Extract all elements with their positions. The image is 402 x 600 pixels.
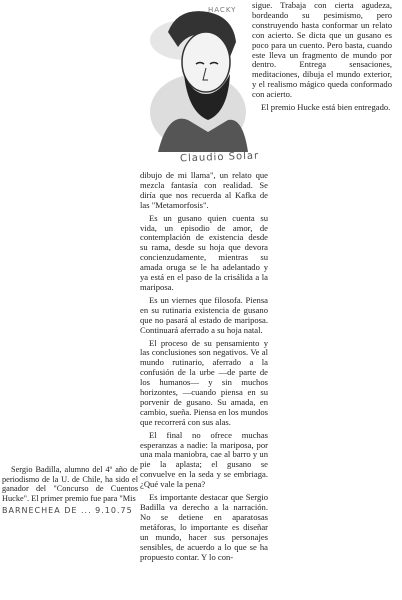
corner-mark: HACKY xyxy=(208,6,237,14)
article-column-right xyxy=(252,1,392,116)
paragraph: Es un gusano quien cuenta su vida, un episodio de amor, de contemplación de existencia desde su rama, desde su hoja que devora concienzudamente, mientras su amada oruga se le ha adelantado y ya está en el paso de la crisálida a la mariposa. xyxy=(140,212,268,292)
paragraph: sigue. Trabaja con cierta agudeza, bordeando su pesimismo, pero construyendo hasta conformar un relato con acierto. Se dicta que un gusano es poco para un cuento. Pero basta, cuando este lleva un fragmento de mundo por dentro. Entrega sensaciones, meditaciones, dibuja el mundo exterior, y el realismo mágico queda conformado con acierto. xyxy=(252,0,392,100)
paragraph: El premio Hucke está bien entregado. xyxy=(261,102,391,113)
author-portrait xyxy=(148,2,248,152)
paragraph: El final no ofrece muchas esperanzas a nadie: la mariposa, por una mala maniobra, cae al barro y un pie la aplasta; el gusano se convuelve en la seda y se embriaga. ¿Qué vale la pena? xyxy=(140,429,268,490)
article-column-left xyxy=(2,465,138,516)
paragraph: Es un viernes que filosofa. Piensa en su rutinaria existencia de gusano que no pasará al estado de mariposa. Continuará aferrado a su hoja natal. xyxy=(140,294,268,335)
paragraph: dibujo de mi llama", un relato que mezcla fantasía con realidad. Se diría que nos recuerda al Kafka de las "Metamorfosis". xyxy=(140,170,268,210)
paragraph: Sergio Badilla, alumno del 4º año de periodismo de la U. de Chile, ha sido el ganador del "Concurso de Cuentos Hucke". El primer premio fue para "Mis xyxy=(2,465,138,503)
paragraph: Es importante destacar que Sergio Badilla va derecho a la narración. No se detiene en aparatosas metáforas, lo importante es diseñar un mundo, hacer sus personajes sensibles, de acuerdo a lo que se ha propuesto contar. Y lo con- xyxy=(140,492,268,562)
signature-caption: Claudio Solar xyxy=(179,150,260,165)
article-column-middle xyxy=(140,171,268,565)
paragraph: El proceso de su pensamiento y las conclusiones son negativos. Ve al mundo rutinario, aferrado a la confusión de la urbe —de parte de los humanos— y sin muchos horizontes, —cuando piensa en su porvenir de gusano. Su amada, en cambio, sueña. Piensa en los mundos que recorrerá con sus alas. xyxy=(140,337,268,427)
handwritten-note: BARNECHEA DE ... 9.10.75 xyxy=(2,506,133,516)
